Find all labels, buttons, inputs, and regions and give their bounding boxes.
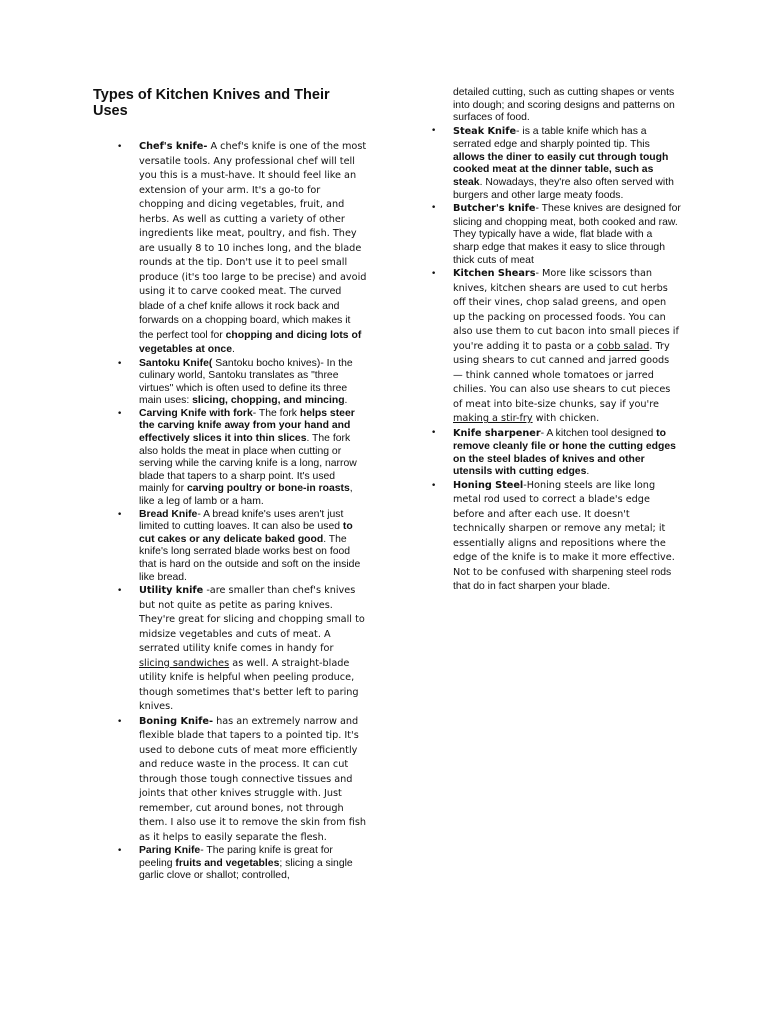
list-item [431, 267, 681, 427]
item-text: - The paring knife is great for peeling [139, 845, 333, 869]
item-heading-text: Steak Knife [453, 125, 517, 137]
list-item [117, 584, 367, 715]
bullet-marker: • [431, 480, 437, 491]
bullet-marker: • [117, 509, 123, 520]
item-text: -Honing steels are like long metal rod used to correct a blade's edge before and after each use. It doesn't technically sharpen or remove any metal; it essentially aligns and repositions where the edge of the knife is to make it more effective. Not to be confused with [453, 479, 675, 578]
item-heading-text: Honing Steel [453, 479, 524, 491]
bullet-marker: • [431, 427, 437, 438]
item-heading-text: chopping and dicing lots of vegetables at once [139, 329, 362, 355]
bullet-marker: • [117, 586, 123, 597]
item-text: The curved blade of a chef knife allows it rock back and forwards on a chopping board, which makes it the perfect tool for [139, 286, 351, 341]
item-text: as well. A straight-blade utility knife is helpful when peeling produce, though sometimes that's better left to paring knives. [139, 657, 359, 713]
document-title: Types of Kitchen Knives and Their Uses [93, 87, 330, 119]
item-heading-text: to remove cleanly file or hone the cutting edges on the steel blades of knives and other utensils with cutting edges [453, 427, 676, 478]
list-item [431, 202, 681, 267]
item-text: Santoku bocho knives)- In the culinary world, Santoku translates as "three virtues" which is often used to define its three main uses: [139, 357, 353, 407]
list-item [117, 508, 367, 585]
item-text: A chef's knife is one of the most versatile tools. Any professional chef will tell you this is a must-have. It should feel like an extension of your arm. It's a go-to for chopping and dicing vegetables, fruit, and herbs. As well as cutting a variety of other ingredients like meat, poultry, and fish. They are usually 8 to 10 inches long, and the blade rounds at the tip. Don't use it to peel small produce (it's too large to be precise) and avoid using it to carve cooked meat. [139, 141, 367, 297]
item-text: - A kitchen tool designed [540, 427, 657, 439]
bullet-marker: • [117, 846, 123, 857]
list-item [431, 125, 681, 202]
item-text: . [231, 344, 235, 355]
list-item [117, 407, 367, 509]
item-text: . The fork also holds the meat in place when cutting or serving while the carving knife is a long, narrow blade that tapers to a sharp point. It's used mainly for [139, 433, 357, 495]
list-item [117, 845, 367, 883]
item-heading-text: Bread Knife [139, 508, 198, 520]
item-text: with chicken. [532, 413, 600, 425]
bullet-marker: • [431, 125, 437, 136]
item-heading-text: Santoku Knife( [139, 357, 213, 369]
list-item [117, 140, 367, 358]
item-text: - A bread knife's uses aren't just limited to cutting loaves. It can also be used [139, 508, 344, 533]
item-text: - These knives are designed for slicing and chopping meat, both cooked and raw. They typically have a wide, flat blade with a sharp edge that makes it easy to slice through thick cuts of meat [453, 203, 681, 266]
link-text[interactable]: cobb salad [596, 340, 650, 352]
item-text: , like a leg of lamb or a ham. [139, 483, 353, 508]
item-text: - More like scissors than knives, kitchen shears are used to cut herbs off their vines, chop salad greens, and open up the packing on processed foods. You can also use them to cut bacon into small pieces if you're adding it to pasta or a [453, 268, 679, 352]
item-heading-text: Butcher's knife [453, 203, 536, 215]
list-item [431, 427, 681, 479]
item-heading-text: Knife sharpener [453, 427, 541, 439]
list-item [117, 715, 367, 846]
item-heading-text: to cut cakes or any delicate baked good [139, 521, 353, 545]
item-text: sharpening steel rods that do in fact sharpen your blade. [453, 566, 672, 593]
item-text: . The knife's long serrated blade works best on food that is hard on the outside and soft on the inside like bread. [139, 533, 361, 583]
bullet-marker: • [117, 142, 123, 152]
bullet-marker: • [431, 203, 437, 214]
item-heading-text: Carving Knife with fork [139, 407, 253, 419]
item-heading-text: Kitchen Shears [453, 268, 536, 280]
item-text: - The fork [252, 407, 300, 419]
item-text: -are smaller than chef's knives but not quite as petite as paring knives. They're great for slicing and chopping small to midsize vegetables and cuts of meat. A serrated utility knife comes in handy for [139, 585, 365, 655]
item-text: detailed cutting, such as cutting shapes or vents into dough; and scoring designs and patterns on surfaces of food. [453, 87, 675, 124]
item-heading-text: Paring Knife [139, 845, 201, 857]
item-heading-text: slicing, chopping, and mincing [192, 395, 345, 407]
item-text: . [586, 466, 590, 478]
right-column-list [431, 87, 681, 595]
link-text[interactable]: slicing sandwiches [139, 657, 230, 669]
bullet-marker: • [117, 408, 123, 419]
list-item [453, 87, 681, 125]
item-heading-text: Chef's knife- [139, 141, 208, 152]
item-heading-text: fruits and vegetables [175, 857, 280, 869]
item-heading-text: allows the diner to easily cut through tough cooked meat at the dinner table, such as steak [453, 151, 669, 189]
item-heading-text: Boning Knife- [139, 715, 213, 727]
item-heading-text: Utility knife [139, 585, 204, 597]
item-text: . Nowadays, they're also often served with burgers and other large meaty foods. [453, 177, 674, 201]
list-item [117, 357, 367, 408]
link-text[interactable]: making a stir-fry [453, 413, 533, 425]
left-column-list [117, 140, 367, 883]
item-heading-text: carving poultry or bone-in roasts [186, 483, 350, 495]
bullet-marker: • [431, 269, 437, 280]
item-text: has an extremely narrow and flexible blade that tapers to a pointed tip. It's used to debone cuts of meat more efficiently and reduce waste in the process. It can cut through those tough connective tissues and joints that other knives struggle with. Just remember, cut around bones, not through them. I also use it to remove the skin from fish as it helps to easily separate the flesh. [139, 715, 367, 843]
bullet-marker: • [117, 358, 123, 369]
list-item [431, 479, 681, 595]
item-heading-text: helps steer the carving knife away from your hand and effectively slices it into thin slices [139, 407, 355, 445]
item-text: . Try using shears to cut canned and jarred goods — think canned whole tomatoes or jarred chilies. You can also use shears to cut pieces of meat into bite-size chunks, say if you're [453, 340, 671, 410]
item-text: ; slicing a single garlic clove or shallot; controlled, [139, 857, 353, 882]
bullet-marker: • [117, 716, 123, 727]
item-text: . [344, 395, 348, 407]
item-text: - is a table knife which has a serrated edge and sharply pointed tip. This [453, 125, 650, 151]
